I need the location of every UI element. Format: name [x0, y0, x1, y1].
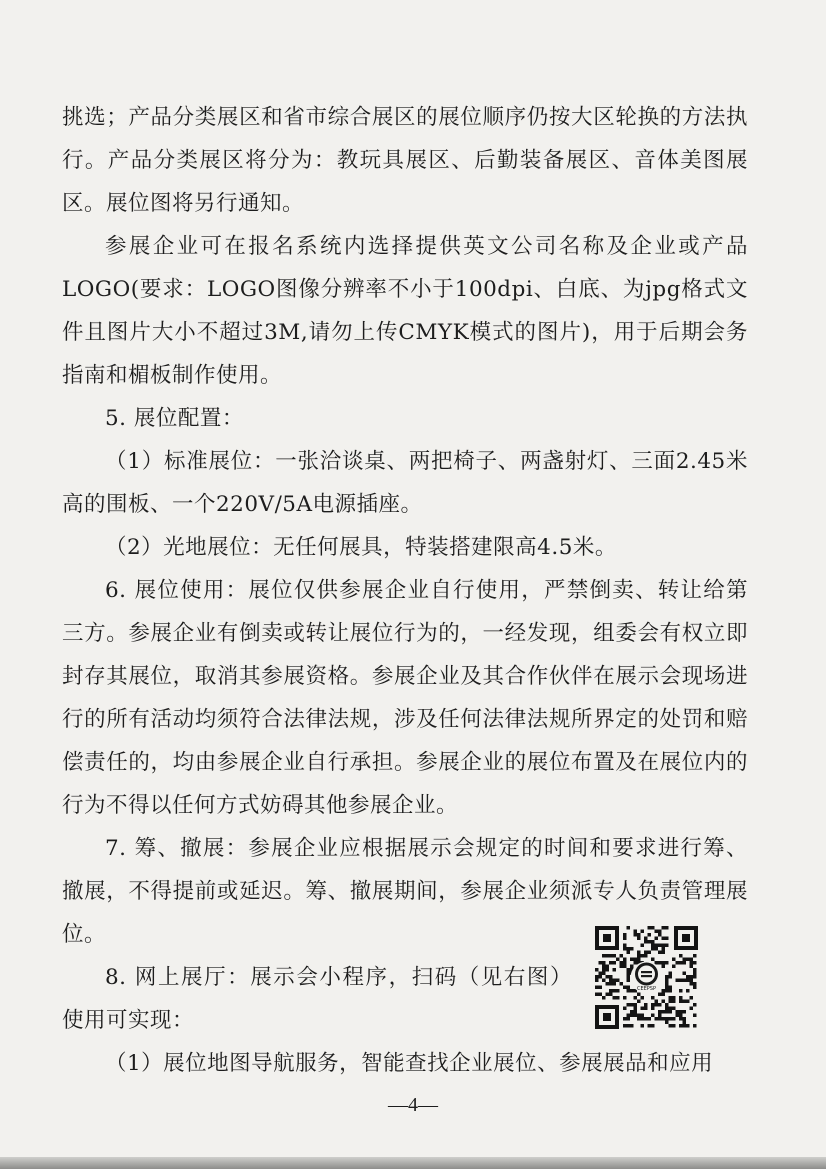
paragraph-5: （2）光地展位：无任何展具，特装搭建限高4.5米。 [105, 535, 617, 560]
paragraph-6: 6. 展位使用：展位仅供参展企业自行使用，严禁倒卖、转让给第三方。参展企业有倒卖或转让展位行为的，一经发现，组委会有权立即封存其展位，取消其参展资格。参展企业及其合作伙伴在展示会现场进行的所有活动均须符合法律法规，涉及任何法律法规所界定的处罚和赔偿责任的，均由参展企业自行承担。参展企业的展位布置及在展位内的行为不得以任何方式妨碍其他参展企业。 [62, 578, 748, 818]
paragraph-3: 5. 展位配置： [105, 406, 244, 431]
page-number: —4— [388, 1094, 438, 1116]
paragraph-4: （1）标准展位：一张洽谈桌、两把椅子、两盏射灯、三面2.45米高的围板、一个220V/5A电源插座。 [62, 449, 748, 517]
paragraph-8: 8. 网上展厅：展示会小程序，扫码（见右图）使用可实现： [62, 965, 572, 1033]
qr-logo-text: CEEPSP [636, 986, 657, 992]
paragraph-7: 7. 筹、撤展：参展企业应根据展示会规定的时间和要求进行筹、撤展，不得提前或延迟。筹、撤展期间，参展企业须派专人负责管理展位。 [62, 836, 748, 947]
paragraph-2: 参展企业可在报名系统内选择提供英文公司名称及企业或产品LOGO(要求：LOGO图像分辨率不小于100dpi、白底、为jpg格式文件且图片大小不超过3M,请勿上传CMYK模式的图片)，用于后期会务指南和楣板制作使用。 [62, 234, 748, 388]
qr-code[interactable] [591, 922, 702, 1033]
qr-code-icon [591, 922, 702, 1033]
scan-edge [0, 1157, 826, 1169]
paragraph-9: （1）展位地图导航服务，智能查找企业展位、参展展品和应用 [105, 1051, 714, 1076]
paragraph-1: 挑选；产品分类展区和省市综合展区的展位顺序仍按大区轮换的方法执行。产品分类展区将分为：教玩具展区、后勤装备展区、音体美图展区。展位图将另行通知。 [62, 105, 748, 216]
